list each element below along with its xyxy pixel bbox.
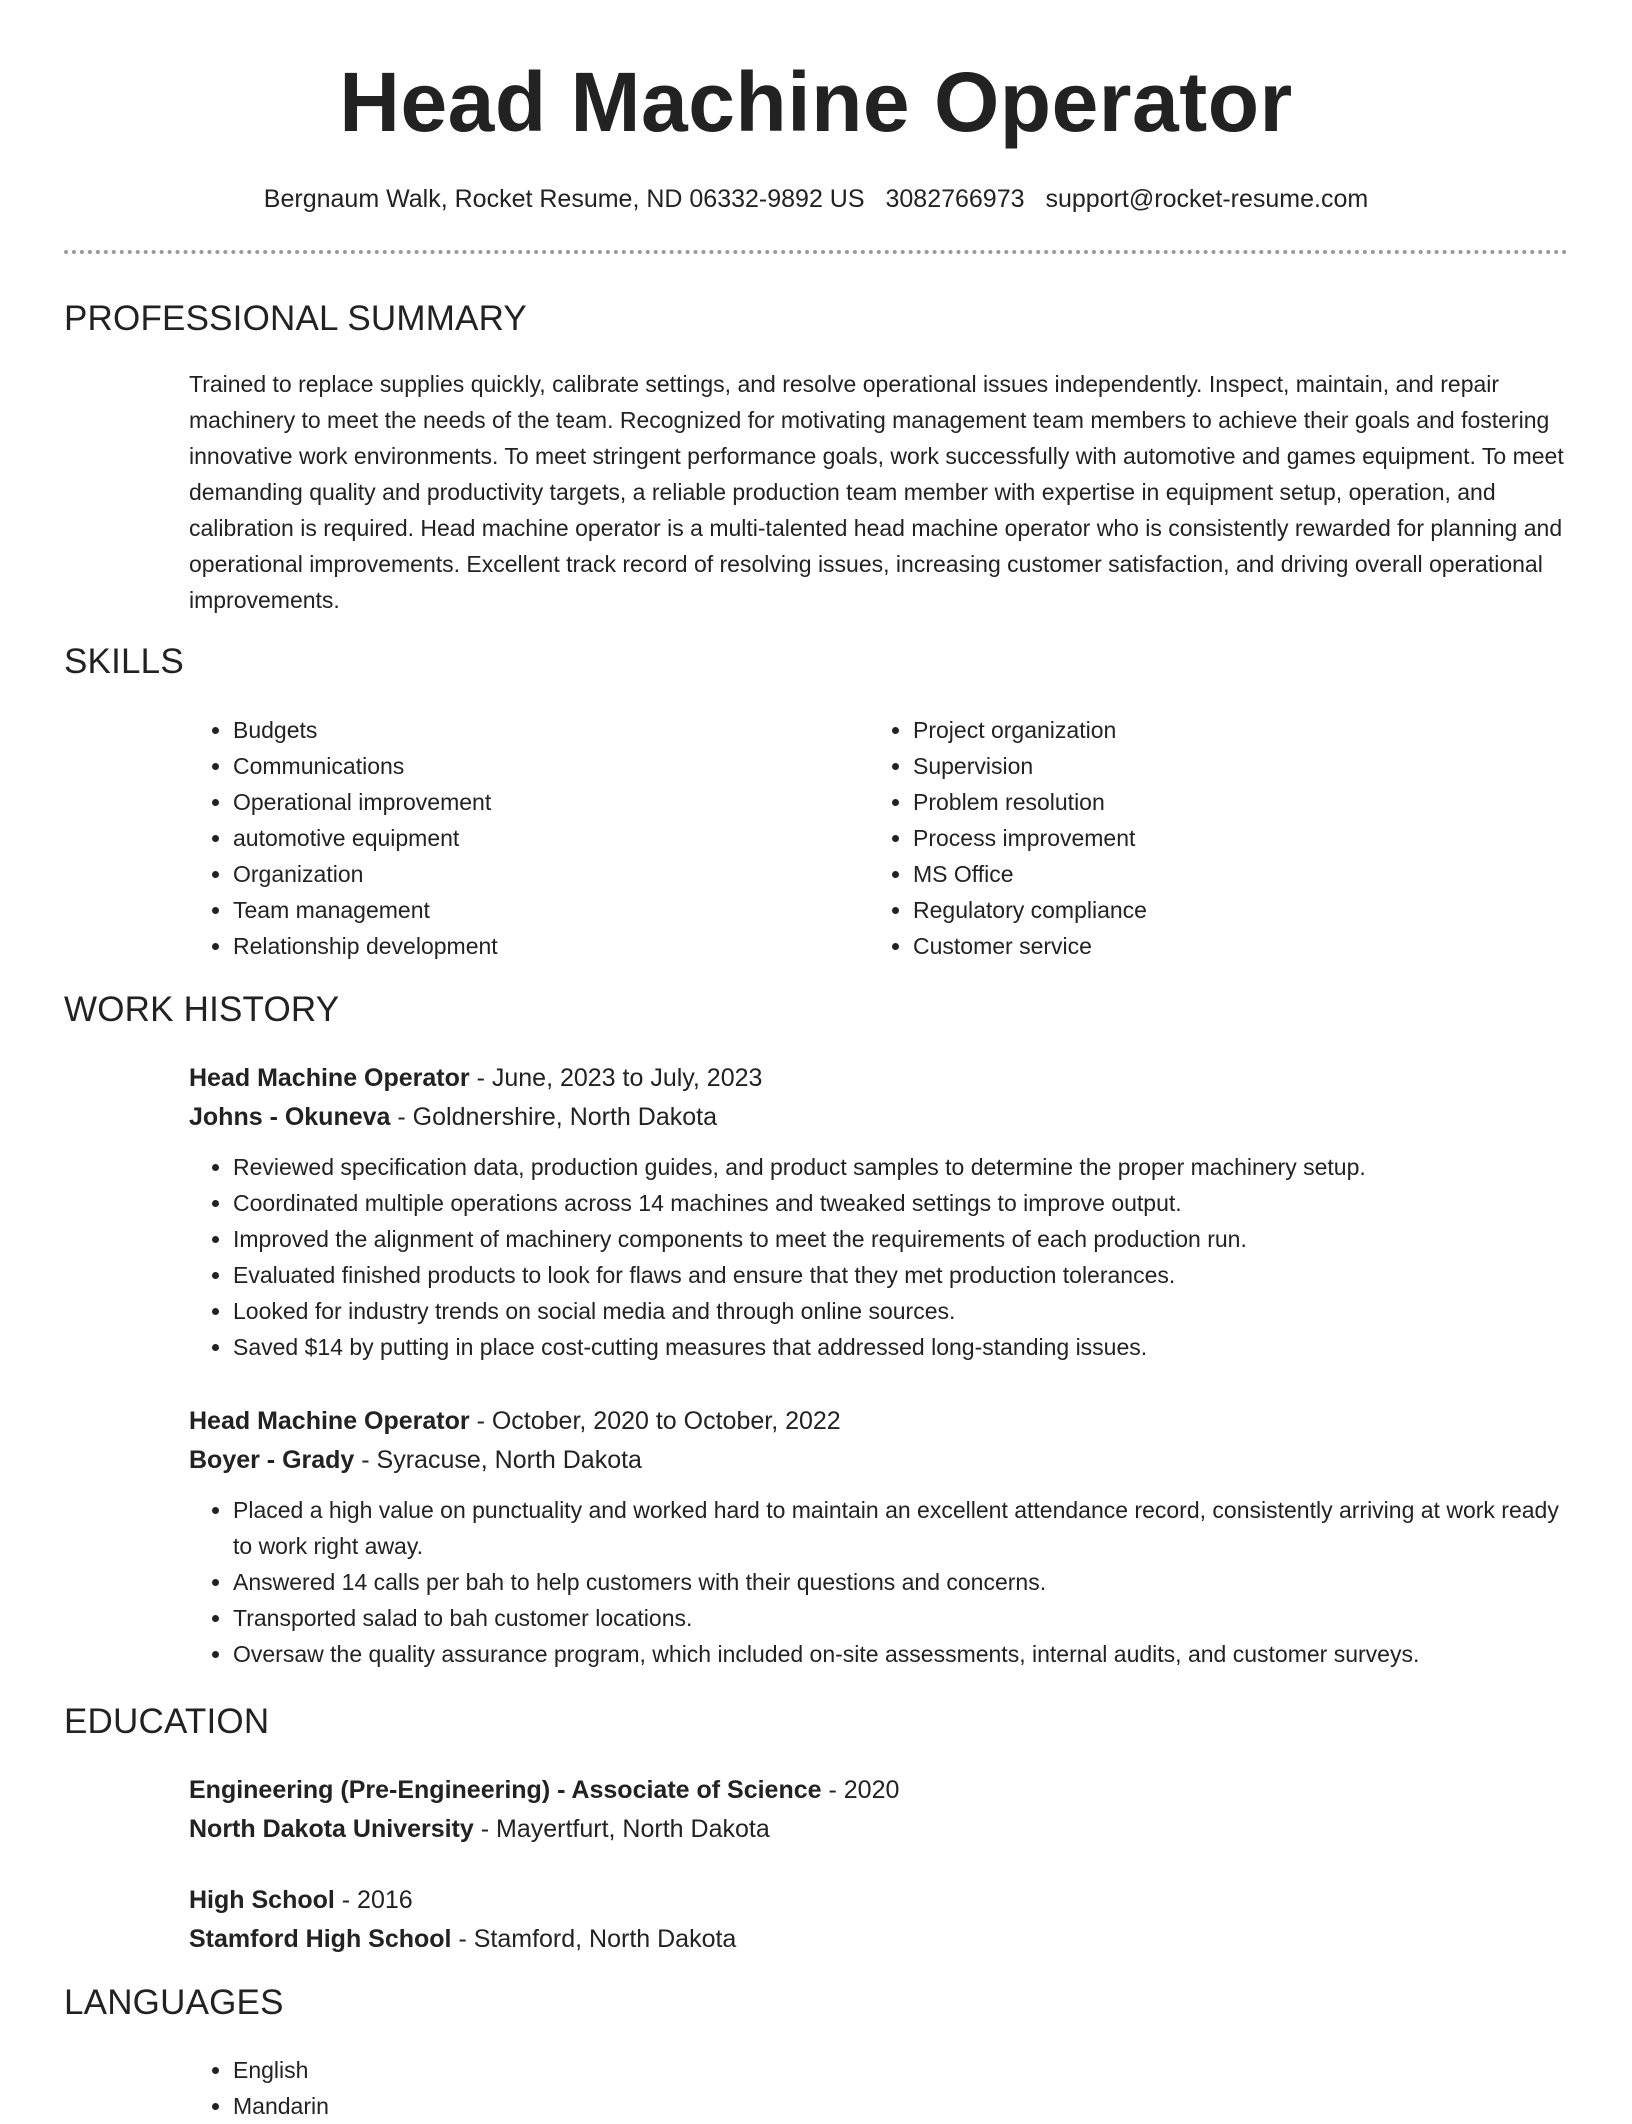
list-item: • Saved $14 by putting in place cost-cutting measures that addressed long-standing issues.	[233, 1329, 1569, 1365]
education-entry-2	[189, 1881, 1569, 1959]
list-item: • Reviewed specification data, production guides, and product samples to determine the proper machinery setup.	[233, 1149, 1569, 1185]
skills-list-right	[869, 712, 1509, 964]
list-item: • Placed a high value on punctuality and worked hard to maintain an excellent attendance record, consistently arriving at work ready to work right away.	[233, 1492, 1569, 1564]
job-location: - Goldnershire, North Dakota	[390, 1103, 717, 1131]
job-company: Johns - Okuneva	[189, 1103, 391, 1131]
list-item: • Looked for industry trends on social media and through online sources.	[233, 1293, 1569, 1329]
skills-column-left	[189, 712, 829, 964]
list-item: • Team management	[233, 892, 829, 928]
skills-column-right	[869, 712, 1509, 964]
contact-phone: 3082766973	[885, 185, 1025, 213]
education-degree-line	[189, 1881, 1569, 1920]
job-company: Boyer - Grady	[189, 1446, 355, 1474]
education-school-line	[189, 1920, 1569, 1959]
list-item: • Supervision	[913, 748, 1509, 784]
list-item: • Operational improvement	[233, 784, 829, 820]
job-bullets	[189, 1492, 1569, 1672]
section-title-languages: LANGUAGES	[64, 1983, 284, 2022]
list-item: • Relationship development	[233, 928, 829, 964]
contact-address: Bergnaum Walk, Rocket Resume, ND 06332-9892 US	[263, 185, 865, 213]
list-item: • Oversaw the quality assurance program, which included on-site assessments, internal audits, and customer surveys.	[233, 1636, 1569, 1672]
education-degree: Engineering (Pre-Engineering) - Associate of Science	[189, 1776, 822, 1804]
list-item: • Organization	[233, 856, 829, 892]
list-item: • Project organization	[913, 712, 1509, 748]
list-item: • Communications	[233, 748, 829, 784]
list-item: • Regulatory compliance	[913, 892, 1509, 928]
list-item: • Coordinated multiple operations across 14 machines and tweaked settings to improve output.	[233, 1185, 1569, 1221]
list-item: • Mandarin	[233, 2088, 789, 2124]
education-entry-1	[189, 1771, 1569, 1849]
job-title-line	[189, 1059, 1569, 1098]
list-item: • Process improvement	[913, 820, 1509, 856]
education-school: North Dakota University	[189, 1815, 474, 1843]
list-item: • MS Office	[913, 856, 1509, 892]
job-title-line	[189, 1402, 1569, 1441]
list-item: • Evaluated finished products to look for flaws and ensure that they met production tolerances.	[233, 1257, 1569, 1293]
education-year: - 2020	[821, 1776, 900, 1804]
job-dates: - June, 2023 to July, 2023	[469, 1064, 763, 1092]
section-title-summary: PROFESSIONAL SUMMARY	[64, 299, 527, 338]
job-dates: - October, 2020 to October, 2022	[469, 1407, 841, 1435]
job-entry-2	[189, 1402, 1569, 1672]
education-year: - 2016	[334, 1886, 413, 1914]
section-title-work-history: WORK HISTORY	[64, 990, 340, 1029]
resume-name: Head Machine Operator	[339, 55, 1293, 149]
list-item: • Budgets	[233, 712, 829, 748]
contact-email: support@rocket-resume.com	[1045, 185, 1369, 213]
list-item: • Problem resolution	[913, 784, 1509, 820]
summary-text: Trained to replace supplies quickly, calibrate settings, and resolve operational issues independently. Inspect, maintain, and repair machinery to meet the needs of the team. Recognized for motivating management team members to achieve their goals and fostering innovative work environments. To meet stringent performance goals, work successfully with automotive and games equipment. To meet demanding quality and productivity targets, a reliable production team member with expertise in equipment setup, operation, and calibration is required. Head machine operator is a multi-talented head machine operator who is consistently rewarded for planning and operational improvements. Excellent track record of resolving issues, increasing customer satisfaction, and driving overall operational improvements.	[189, 371, 1564, 613]
languages-list-wrapper	[189, 2052, 789, 2124]
skills-list-left	[189, 712, 829, 964]
education-degree-line	[189, 1771, 1569, 1810]
list-item: • Transported salad to bah customer locations.	[233, 1600, 1569, 1636]
job-company-line	[189, 1098, 1569, 1137]
list-item: • Customer service	[913, 928, 1509, 964]
education-location: - Mayertfurt, North Dakota	[473, 1815, 770, 1843]
job-location: - Syracuse, North Dakota	[354, 1446, 642, 1474]
list-item: • English	[233, 2052, 789, 2088]
section-title-education: EDUCATION	[64, 1702, 270, 1741]
job-role: Head Machine Operator	[189, 1064, 470, 1092]
header-divider	[64, 250, 1568, 254]
job-company-line	[189, 1441, 1569, 1480]
job-entry-1	[189, 1059, 1569, 1365]
section-title-skills: SKILLS	[64, 642, 184, 681]
education-school: Stamford High School	[189, 1925, 452, 1953]
job-bullets	[189, 1149, 1569, 1365]
education-degree: High School	[189, 1886, 335, 1914]
education-school-line	[189, 1810, 1569, 1849]
contact-line	[0, 181, 1632, 217]
job-role: Head Machine Operator	[189, 1407, 470, 1435]
languages-list	[189, 2052, 789, 2124]
education-location: - Stamford, North Dakota	[451, 1925, 737, 1953]
list-item: • Improved the alignment of machinery components to meet the requirements of each production run.	[233, 1221, 1569, 1257]
list-item: • Answered 14 calls per bah to help customers with their questions and concerns.	[233, 1564, 1569, 1600]
list-item: • automotive equipment	[233, 820, 829, 856]
